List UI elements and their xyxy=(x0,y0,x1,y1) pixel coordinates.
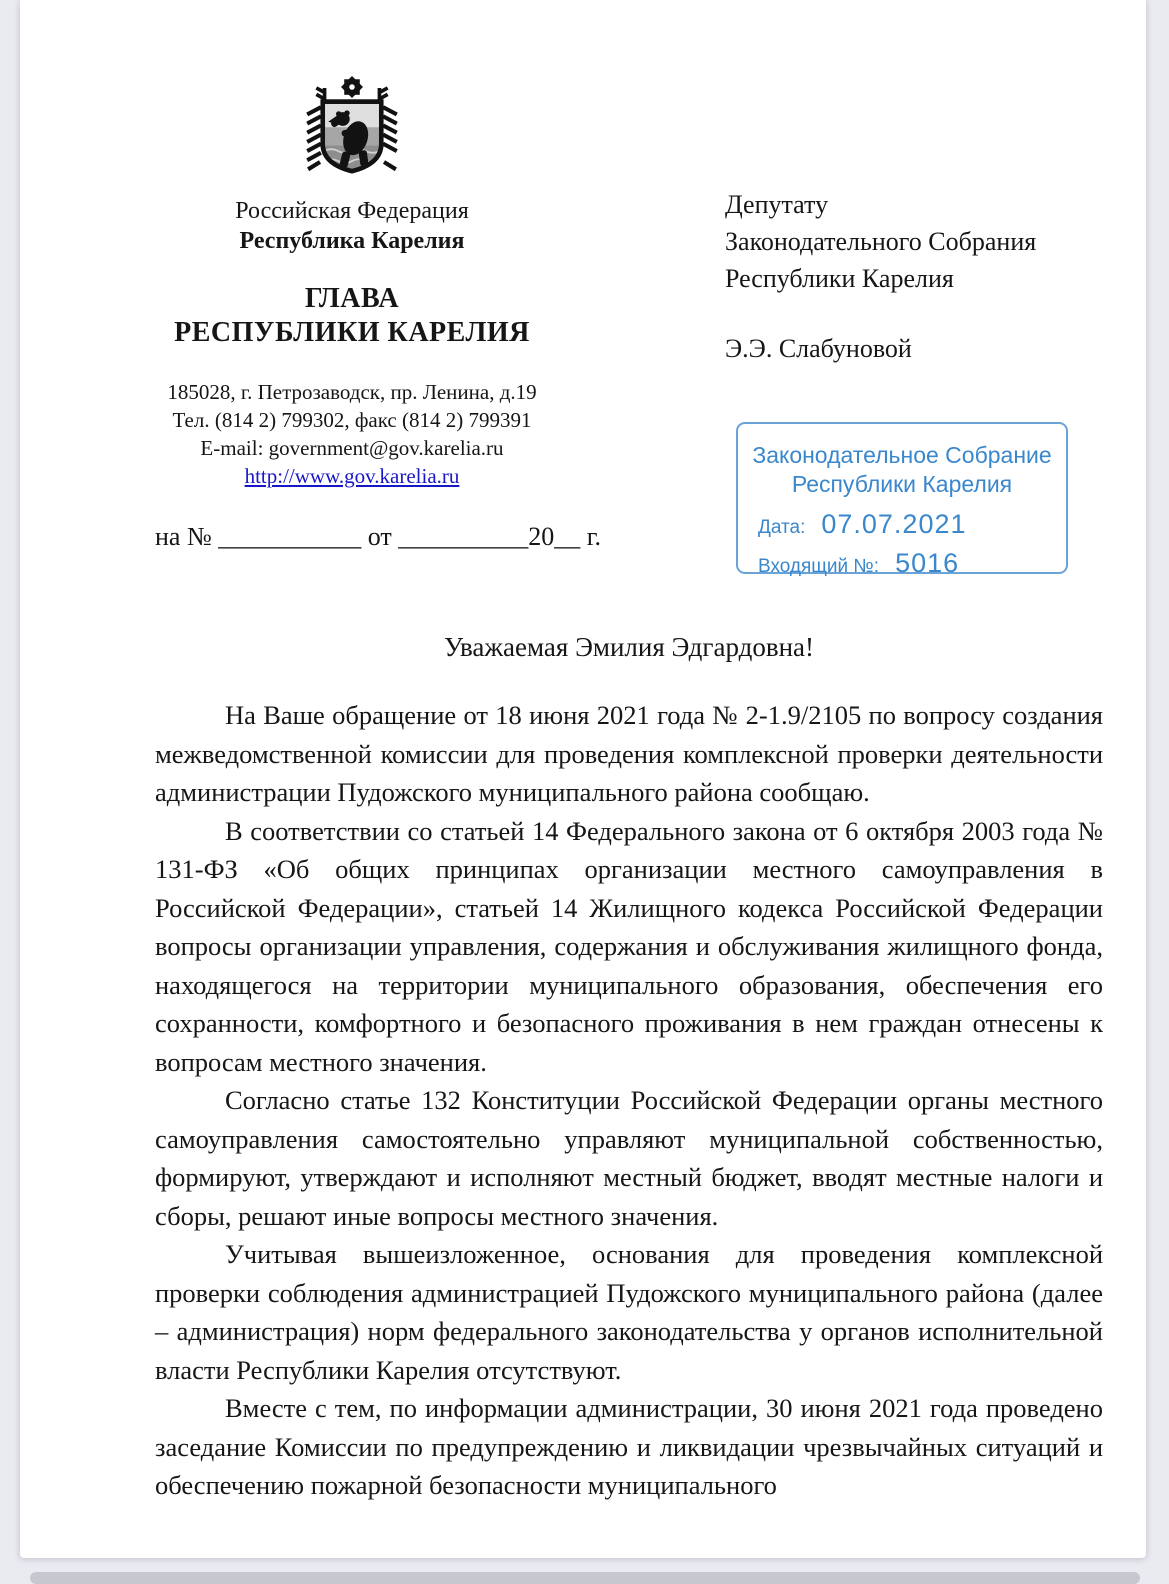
star-icon xyxy=(341,76,363,98)
stamp-org-line2: Республики Карелия xyxy=(791,471,1013,497)
body-paragraph: Учитывая вышеизложенное, основания для проведения комплексной проверки соблюдения администрацией Пудожского муниципального района (далее – администрация) норм федерального законодательства у органов исполнительной власти Республики Карелия отсутствуют. xyxy=(155,1239,1103,1385)
right-branch-icon xyxy=(383,107,397,169)
body-paragraph: Вместе с тем, по информации администрации, 30 июня 2021 года проведено заседание Комиссии по предупреждению и ликвидации чрезвычайных ситуаций и обеспечению пожарной безопасности муниципального xyxy=(155,1393,1103,1500)
addressee-role-line2: Законодательного Собрания xyxy=(725,227,1037,256)
sender-title-line2: РЕСПУБЛИКИ КАРЕЛИЯ xyxy=(174,317,530,348)
sender-website-link[interactable]: http://www.gov.karelia.ru xyxy=(244,464,460,488)
sender-country: Российская Федерация xyxy=(235,198,469,224)
stamp-date-value: 07.07.2021 xyxy=(821,509,967,539)
addressee-block xyxy=(725,186,1036,367)
body-paragraph: На Ваше обращение от 18 июня 2021 года № 2-1.9/2105 по вопросу создания межведомственной комиссии для проведения комплексной проверки деятельности администрации Пудожского муниципального района сообщаю. xyxy=(155,700,1103,807)
addressee-role-line3: Республики Карелия xyxy=(725,264,954,293)
sender-republic: Республика Карелия xyxy=(239,228,465,254)
body-paragraph: Согласно статье 132 Конституции Российской Федерации органы местного самоуправления самостоятельно управляют муниципальной собственностью, формируют, утверждают и исполняют местный бюджет, вводят местные налоги и сборы, решают иные вопросы местного значения. xyxy=(155,1085,1103,1231)
sender-title-line1: ГЛАВА xyxy=(304,283,400,314)
stamp-org-line1: Законодательное Собрание xyxy=(752,442,1052,468)
incoming-registration-stamp xyxy=(736,422,1068,578)
sender-address-line: 185028, г. Петрозаводск, пр. Ленина, д.19 xyxy=(167,380,537,404)
sender-header xyxy=(132,74,572,490)
horizontal-scrollbar[interactable] xyxy=(30,1572,1140,1584)
sender-contact-block xyxy=(132,378,572,490)
body-paragraph: В соответствии со статьей 14 Федерального закона от 6 октября 2003 года № 131-ФЗ «Об общих принципах организации местного самоуправления в Российской Федерации», статьей 14 Жилищного кодекса Российской Федерации вопросы организации управления, содержания и обслуживания жилищного фонда, находящегося на территории муниципального образования, обеспечения его сохранности, комфортного и безопасного проживания в нем граждан отнесены к вопросам местного значения. xyxy=(155,815,1103,1077)
stamp-number-label: Входящий №: xyxy=(758,556,880,577)
addressee-name: Э.Э. Слабуновой xyxy=(725,334,912,363)
stamp-number-value: 5016 xyxy=(895,548,960,578)
letter-page xyxy=(20,0,1146,1558)
sender-phone-line: Тел. (814 2) 799302, факс (814 2) 799391 xyxy=(172,408,532,432)
addressee-role-line1: Депутату xyxy=(725,190,829,219)
reference-line: на № ___________ от __________20__ г. xyxy=(155,522,602,551)
stamp-date-label: Дата: xyxy=(758,517,806,538)
karelia-coat-of-arms-icon xyxy=(288,74,416,186)
sender-email-line: E-mail: government@gov.karelia.ru xyxy=(200,436,504,460)
salutation: Уважаемая Эмилия Эдгардовна! xyxy=(443,632,815,662)
letter-body xyxy=(155,696,1103,1505)
left-branch-icon xyxy=(307,107,321,169)
